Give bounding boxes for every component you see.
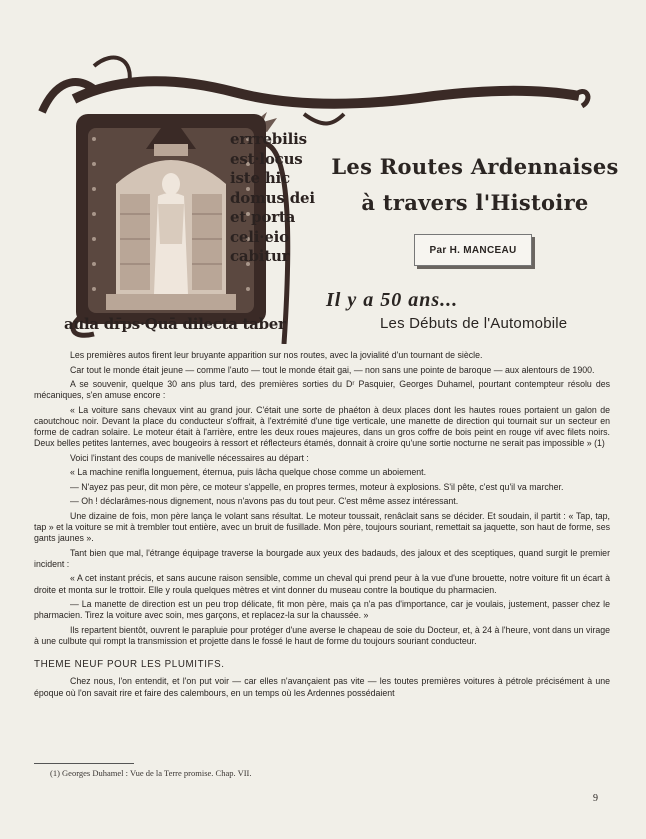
subtitle-italic: Il y a 50 ans...: [326, 289, 459, 311]
latin-line: celi·eio: [230, 227, 289, 246]
latin-line: cabitur: [230, 247, 290, 265]
paragraph: Ils repartent bientôt, ouvrent le parapluie pour protéger d'une averse le chapeau de soie du Docteur, et, à 24 à l'heure, vont dans un virage à une culbute qui rompt la transmission et projette dans le fossé le haut de forme du toujours souriant conducteur.: [34, 624, 610, 647]
latin-line: est·locus: [230, 149, 303, 168]
paragraph: Les premières autos firent leur bruyante apparition sur nos routes, avec la jovialité d'un tournant de siècle.: [70, 350, 483, 360]
paragraph: « La machine renifla longuement, éternua, puis lâcha quelque chose comme un aboiement.: [70, 467, 427, 478]
paragraph: Car tout le monde était jeune — comme l'auto — tout le monde était gai, — non sans une pointe de baroque — aux alentours de 1900.: [70, 364, 595, 375]
paragraph: Tant bien que mal, l'étrange équipage traverse la bourgade aux yeux des badauds, des jaloux et des sceptiques, quand surgit le premier incident :: [34, 547, 610, 569]
article-title-line-1: Les Routes Ardennaises: [331, 154, 619, 179]
article-title-line-2: à travers l'Histoire: [361, 190, 589, 215]
illumination-latin-text: [230, 130, 315, 267]
latin-line: errrebilis: [230, 130, 307, 148]
paragraph: Voici l'instant des coups de manivelle nécessaires au départ :: [70, 452, 309, 463]
latin-line: et porta: [230, 208, 296, 226]
paragraph: Une dizaine de fois, mon père lança le volant sans résultat. Le moteur toussait, renâclait sans se décider. Et soudain, il partit : « Tap, tap, tap » et la voiture se mit à trembler tout entière, avec un bruit de fusillade. Mon père, toujours souriant, remettait sa jaquette, son haut de forme, ses gants jaunes ».: [34, 510, 610, 544]
footnote: (1) Georges Duhamel : Vue de la Terre promise. Chap. VII.: [50, 768, 252, 778]
paragraph: « A cet instant précis, et sans aucune raison sensible, comme un cheval qui prend peur à la vue d'une brouette, notre voiture fit un écart à droite et monta sur le trottoir. Elle y roula quelques mètres et vint donner du museau contre la boutique du pharmacien.: [34, 573, 610, 595]
paragraph: — La manette de direction est un peu trop délicate, fit mon père, mais ça n'a pas d'importance, car je voulais, justement, passer chez le pharmacien. Tirez la voiture avec soin, mes garçons, et replacez-la sur la chaussée. »: [34, 599, 610, 621]
paragraph: Chez nous, l'on entendit, et l'on put voir — car elles n'avançaient pas vite — les toutes premières voitures à pétrole précisément à une époque où l'on savait rire et faire des calembours, en un temps où les Ardennes possédaient: [34, 676, 610, 698]
latin-bottom-line: aula dr̄ps·Quā dilecta taber: [64, 315, 286, 333]
footnote-rule: [34, 763, 134, 764]
paragraph: — N'ayez pas peur, dit mon père, ce moteur s'appelle, en propres termes, moteur à explosions. S'il pête, c'est qu'il va marcher.: [70, 481, 564, 492]
author-box: [414, 234, 532, 266]
page-number: 9: [593, 793, 598, 804]
article-body: [34, 350, 610, 702]
latin-line: domus dei: [230, 188, 315, 207]
paragraph: A se souvenir, quelque 30 ans plus tard, des premières sorties du Dʳ Pasquier, Georges Duhamel, pourtant contempteur résolu des mécaniques, s'en amuse encore :: [34, 379, 610, 401]
subtitle: Les Débuts de l'Automobile: [380, 315, 568, 332]
paragraph: « La voiture sans chevaux vint au grand jour. C'était une sorte de phaéton à deux places dont les hautes roues portaient un galon de caoutchouc noir. Devant la place du conducteur s'offrait, à l'extrémité d'une tige verticale, une manette de direction qui tournait sur un secteur en forme de cadran solaire. Le moteur était à l'arrière, entre les deux roues majeures, dans un gros coffre de bois peint en rouge vif avec filets noirs. Deux belles petites lanternes, avec bougeoirs à ressort et réflecteurs étamés, donnait à croire qu'une sortie nocturne ne serait pas impossible » (1): [34, 404, 610, 449]
latin-line: iste hic: [230, 169, 290, 187]
section-heading: THEME NEUF POUR LES PLUMITIFS.: [34, 659, 225, 671]
paragraph: — Oh ! déclarâmes-nous dignement, nous n'avons pas du tout peur. C'est même assez intéressant.: [70, 496, 459, 507]
author-name: Par H. MANCEAU: [429, 244, 517, 256]
